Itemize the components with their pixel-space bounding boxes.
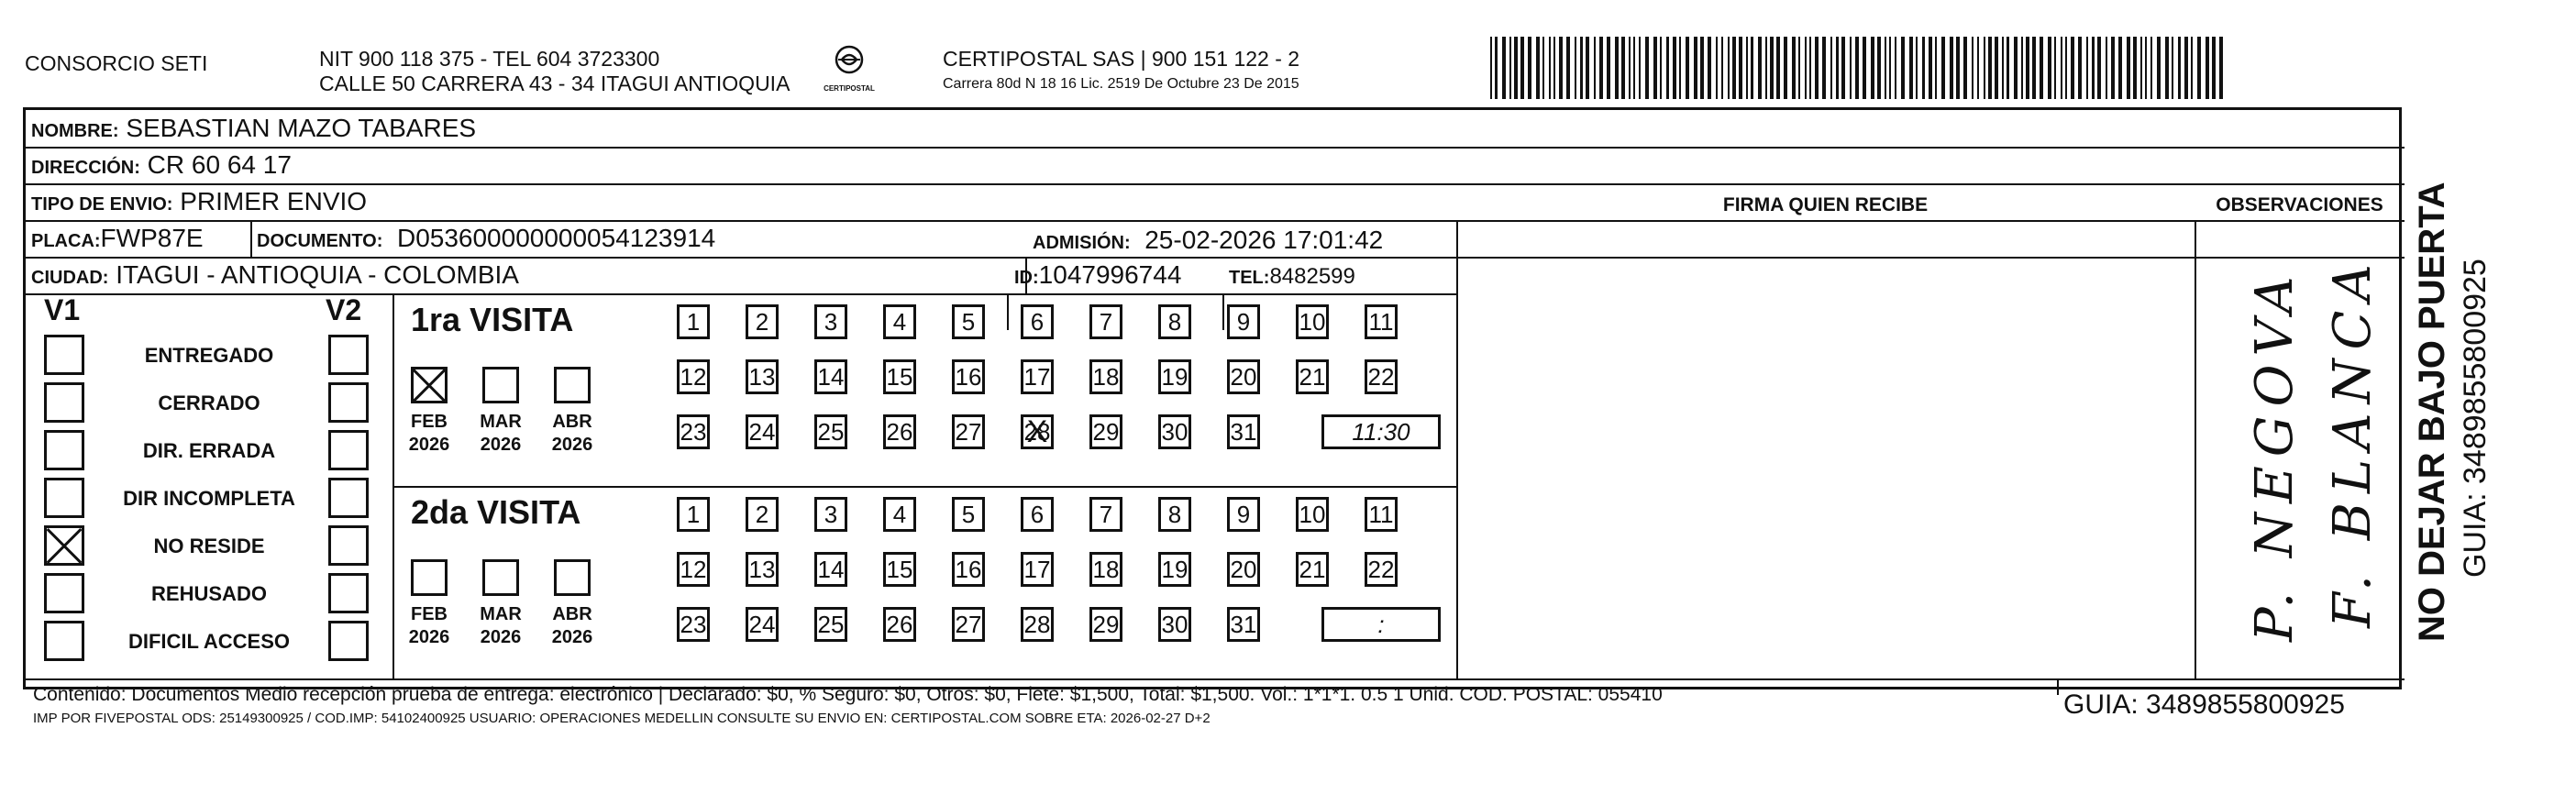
status-label-6: REHUSADO xyxy=(151,582,267,605)
barcode-bar xyxy=(1549,37,1551,99)
visit1-day-12[interactable]: 12 xyxy=(677,359,710,394)
barcode-bar xyxy=(2219,37,2223,99)
barcode-bar xyxy=(1758,37,1762,99)
footer-guia: GUIA: 3489855800925 xyxy=(2063,689,2345,720)
visit1-day-1[interactable]: 1 xyxy=(677,304,710,339)
footer-imp: IMP POR FIVEPOSTAL ODS: 25149300925 / COD.IMP: 54102400925 USUARIO: OPERACIONES MEDELLIN CONSULTE SU ENVIO EN: CERTIPOSTAL.COM SOBRE ETA: 2026-02-27 D+2 xyxy=(33,711,1211,726)
visit1-month-label-2: MAR xyxy=(480,412,522,432)
ciudad-row xyxy=(31,260,519,292)
placa-row xyxy=(31,224,204,256)
visit2-day-26[interactable]: 26 xyxy=(883,607,916,642)
barcode-bar xyxy=(1988,37,1992,99)
visit2-day-16[interactable]: 16 xyxy=(952,552,985,587)
barcode-bar xyxy=(1798,37,1800,99)
visit1-day-26[interactable]: 26 xyxy=(883,414,916,449)
barcode-bar xyxy=(1809,37,1811,99)
visit2-day-11[interactable]: 11 xyxy=(1365,497,1398,532)
barcode-bar xyxy=(2061,37,2062,99)
barcode-bar xyxy=(1830,37,1832,99)
barcode-bar xyxy=(2002,37,2004,99)
barcode-bar xyxy=(1732,37,1736,99)
barcode-bar xyxy=(1542,37,1544,99)
barcode-bar xyxy=(1514,37,1518,99)
visit1-month-label-1: FEB xyxy=(411,412,448,432)
visit2-day-27[interactable]: 27 xyxy=(952,607,985,642)
id-value: 1047996744 xyxy=(1038,260,1182,289)
barcode-bar xyxy=(1653,37,1657,99)
barcode-bar xyxy=(1815,37,1819,99)
visit2-day-24[interactable]: 24 xyxy=(746,607,779,642)
id-label: ID: xyxy=(1014,268,1039,288)
barcode-bar xyxy=(1495,37,1498,99)
visit1-day-22[interactable]: 22 xyxy=(1365,359,1398,394)
barcode-bar xyxy=(1621,37,1625,99)
barcode-bar xyxy=(2071,37,2074,99)
barcode-bar xyxy=(2165,37,2169,99)
status-label-3: DIR. ERRADA xyxy=(142,439,276,462)
nombre-label: NOMBRE: xyxy=(31,121,119,141)
visit2-day-10[interactable]: 10 xyxy=(1296,497,1329,532)
barcode-bar xyxy=(1863,37,1866,99)
barcode-bar xyxy=(1784,37,1787,99)
obs-label: OBSERVACIONES xyxy=(2216,194,2383,215)
visit1-title: 1ra VISITA xyxy=(411,301,574,338)
barcode-bar xyxy=(1765,37,1767,99)
barcode-bar xyxy=(1984,37,1985,99)
admision-row xyxy=(1033,226,1383,258)
visit2-month-checkbox-3[interactable] xyxy=(554,559,591,596)
barcode-bar xyxy=(2092,37,2095,99)
visit2-month-label-1: FEB xyxy=(411,604,448,624)
visit2-day-3[interactable]: 3 xyxy=(814,497,847,532)
visit1-day-21[interactable]: 21 xyxy=(1296,359,1329,394)
v1-checkbox-3[interactable] xyxy=(44,430,84,470)
barcode-bar xyxy=(1686,37,1689,99)
barcode-bar xyxy=(2007,37,2009,99)
visit2-day-8[interactable]: 8 xyxy=(1158,497,1191,532)
visit1-day-15[interactable]: 15 xyxy=(883,359,916,394)
visit1-day-28[interactable]: 28 X xyxy=(1021,414,1054,449)
barcode-bar xyxy=(1645,37,1649,99)
visit2-day-29[interactable]: 29 xyxy=(1089,607,1122,642)
logo-text: CERTIPOSTAL xyxy=(824,84,875,93)
status-label-4: DIR INCOMPLETA xyxy=(123,487,295,510)
visit1-day-16[interactable]: 16 xyxy=(952,359,985,394)
documento-value: D053600000000054123914 xyxy=(396,224,716,252)
barcode-bar xyxy=(1995,37,1998,99)
barcode xyxy=(1490,37,2224,99)
side-title: NO DEJAR BAJO PUERTA xyxy=(2412,182,2452,642)
barcode-bar xyxy=(1776,37,1780,99)
v2-label: V2 xyxy=(326,293,362,326)
barcode-bar xyxy=(2178,37,2181,99)
barcode-bar xyxy=(2140,37,2142,99)
obs-handwriting-2: F. BLANCA xyxy=(2323,255,2383,628)
barcode-bar xyxy=(2197,37,2201,99)
barcode-bar xyxy=(2026,37,2029,99)
barcode-bar xyxy=(1520,37,1524,99)
visit2-month-label-3: ABR xyxy=(552,604,592,624)
barcode-bar xyxy=(1841,37,1845,99)
visit1-day-19[interactable]: 19 xyxy=(1158,359,1191,394)
barcode-bar xyxy=(2086,37,2088,99)
visit1-year-label-3: 2026 xyxy=(551,435,593,455)
barcode-bar xyxy=(1792,37,1796,99)
admision-value: 25-02-2026 17:01:42 xyxy=(1144,226,1384,254)
v1-checkbox-1[interactable] xyxy=(44,335,84,375)
visit1-day-29[interactable]: 29 xyxy=(1089,414,1122,449)
visit1-day-7[interactable]: 7 xyxy=(1089,304,1122,339)
barcode-bar xyxy=(1751,37,1753,99)
barcode-bar xyxy=(2078,37,2082,99)
visit2-day-1[interactable]: 1 xyxy=(677,497,710,532)
barcode-bar xyxy=(2212,37,2216,99)
visit2-day-17[interactable]: 17 xyxy=(1021,552,1054,587)
visit2-day-5[interactable]: 5 xyxy=(952,497,985,532)
tel-label: TEL: xyxy=(1229,268,1270,288)
visit2-day-12[interactable]: 12 xyxy=(677,552,710,587)
barcode-bar xyxy=(1963,37,1967,99)
ciudad-value: ITAGUI - ANTIOQUIA - COLOMBIA xyxy=(116,260,519,289)
visit2-day-2[interactable]: 2 xyxy=(746,497,779,532)
barcode-bar xyxy=(2157,37,2161,99)
barcode-bar xyxy=(1490,37,1492,99)
visit1-month-checkbox-2[interactable] xyxy=(482,367,519,403)
barcode-bar xyxy=(1553,37,1555,99)
v2-checkbox-4[interactable] xyxy=(328,478,369,518)
barcode-bar xyxy=(1805,37,1807,99)
certipostal-line: CERTIPOSTAL SAS | 900 151 122 - 2 xyxy=(943,47,1300,71)
placa-value: FWP87E xyxy=(100,224,204,252)
barcode-bar xyxy=(1972,37,1973,99)
visit1-day-9[interactable]: 9 xyxy=(1227,304,1260,339)
barcode-bar xyxy=(2206,37,2209,99)
obs-handwriting-1: P. NEGOVA xyxy=(2245,267,2305,642)
visit2-year-label-1: 2026 xyxy=(408,627,450,647)
barcode-bar xyxy=(1615,37,1619,99)
barcode-bar xyxy=(2032,37,2036,99)
barcode-bar xyxy=(2145,37,2147,99)
barcode-bar xyxy=(1607,37,1610,99)
visit1-day-17[interactable]: 17 xyxy=(1021,359,1054,394)
barcode-bar xyxy=(1528,37,1531,99)
visit2-month-label-2: MAR xyxy=(480,604,522,624)
visit2-day-30[interactable]: 30 xyxy=(1158,607,1191,642)
tel-row xyxy=(1229,260,1355,292)
nit-line: NIT 900 118 375 - TEL 604 3723300 xyxy=(319,47,660,71)
visit1-day-20[interactable]: 20 xyxy=(1227,359,1260,394)
visit1-day-24[interactable]: 24 xyxy=(746,414,779,449)
barcode-bar xyxy=(1728,37,1730,99)
v2-checkbox-6[interactable] xyxy=(328,573,369,613)
admision-label: ADMISIÓN: xyxy=(1033,233,1131,253)
v1-checkbox-4[interactable] xyxy=(44,478,84,518)
barcode-bar xyxy=(2040,37,2043,99)
barcode-bar xyxy=(2191,37,2193,99)
barcode-bar xyxy=(1639,37,1641,99)
visit2-day-7[interactable]: 7 xyxy=(1089,497,1122,532)
barcode-bar xyxy=(1850,37,1852,99)
barcode-bar xyxy=(1536,37,1540,99)
barcode-bar xyxy=(1916,37,1918,99)
barcode-bar xyxy=(1929,37,1932,99)
visit2-day-19[interactable]: 19 xyxy=(1158,552,1191,587)
barcode-bar xyxy=(1922,37,1925,99)
barcode-bar xyxy=(2184,37,2188,99)
barcode-bar xyxy=(1941,37,1945,99)
tipo-row xyxy=(31,187,367,219)
barcode-bar xyxy=(1935,37,1937,99)
visit2-day-31[interactable]: 31 xyxy=(1227,607,1260,642)
barcode-bar xyxy=(1877,37,1881,99)
visit2-day-14[interactable]: 14 xyxy=(814,552,847,587)
visit2-day-6[interactable]: 6 xyxy=(1021,497,1054,532)
visit1-day-30[interactable]: 30 xyxy=(1158,414,1191,449)
barcode-bar xyxy=(1901,37,1905,99)
barcode-bar xyxy=(2054,37,2056,99)
v2-checkbox-2[interactable] xyxy=(328,382,369,423)
v2-checkbox-1[interactable] xyxy=(328,335,369,375)
status-label-1: ENTREGADO xyxy=(144,344,274,367)
delivery-form xyxy=(23,107,2402,726)
address-line: CALLE 50 CARRERA 43 - 34 ITAGUI ANTIOQUIA xyxy=(319,72,790,95)
barcode-bar xyxy=(1509,37,1511,99)
placa-label: PLACA: xyxy=(31,231,101,251)
visit1-day-27[interactable]: 27 xyxy=(952,414,985,449)
barcode-bar xyxy=(1739,37,1742,99)
nombre-row xyxy=(31,114,476,146)
company-name: CONSORCIO SETI xyxy=(25,51,208,75)
direccion-row xyxy=(31,150,292,182)
barcode-bar xyxy=(1666,37,1669,99)
barcode-bar xyxy=(1746,37,1748,99)
barcode-bar xyxy=(2106,37,2107,99)
visit2-day-15[interactable]: 15 xyxy=(883,552,916,587)
barcode-bar xyxy=(1871,37,1874,99)
v1-checkbox-2[interactable] xyxy=(44,382,84,423)
visit1-day-23[interactable]: 23 xyxy=(677,414,710,449)
barcode-bar xyxy=(1950,37,1953,99)
barcode-bar xyxy=(2133,37,2137,99)
barcode-bar xyxy=(2048,37,2051,99)
visit2-month-checkbox-2[interactable] xyxy=(482,559,519,596)
visit1-day-3[interactable]: 3 xyxy=(814,304,847,339)
visit2-year-label-2: 2026 xyxy=(480,627,522,647)
footer-contenido: Contenido: Documentos Medio recepción prueba de entrega: electrónico | Declarado: $0, % Seguro: $0, Otros: $0, Flete: $1,500, Total: $1,500. Vol.: 1*1*1. 0.5 1 Unid. COD. POSTAL: 055410 xyxy=(33,684,1663,705)
barcode-bar xyxy=(1895,37,1896,99)
visit1-year-label-1: 2026 xyxy=(408,435,450,455)
visit1-day-31[interactable]: 31 xyxy=(1227,414,1260,449)
visit1-day-25[interactable]: 25 xyxy=(814,414,847,449)
visit2-day-18[interactable]: 18 xyxy=(1089,552,1122,587)
visit2-day-25[interactable]: 25 xyxy=(814,607,847,642)
v1-checkbox-5[interactable] xyxy=(44,525,84,566)
visit2-year-label-3: 2026 xyxy=(551,627,593,647)
barcode-bar xyxy=(1660,37,1662,99)
barcode-bar xyxy=(1580,37,1583,99)
visit2-day-13[interactable]: 13 xyxy=(746,552,779,587)
barcode-bar xyxy=(1629,37,1631,99)
visit2-day-23[interactable]: 23 xyxy=(677,607,710,642)
v2-checkbox-7[interactable] xyxy=(328,621,369,661)
documento-label: DOCUMENTO: xyxy=(257,231,383,251)
visit2-day-21[interactable]: 21 xyxy=(1296,552,1329,587)
barcode-bar xyxy=(1977,37,1979,99)
logo-icon xyxy=(822,43,877,80)
barcode-bar xyxy=(1679,37,1681,99)
v2-checkbox-3[interactable] xyxy=(328,430,369,470)
certipostal-logo xyxy=(822,43,877,100)
visit1-day-14[interactable]: 14 xyxy=(814,359,847,394)
barcode-bar xyxy=(2127,37,2130,99)
barcode-bar xyxy=(1889,37,1891,99)
documento-row xyxy=(257,224,715,256)
direccion-value: CR 60 64 17 xyxy=(147,150,292,179)
barcode-bar xyxy=(1594,37,1596,99)
barcode-bar xyxy=(2014,37,2018,99)
direccion-label: DIRECCIÓN: xyxy=(31,158,140,178)
v1-label: V1 xyxy=(44,293,81,326)
barcode-bar xyxy=(1566,37,1570,99)
v1-checkbox-6[interactable] xyxy=(44,573,84,613)
visit1-day-8[interactable]: 8 xyxy=(1158,304,1191,339)
tipo-label: TIPO DE ENVIO: xyxy=(31,194,173,215)
barcode-bar xyxy=(1956,37,1960,99)
ciudad-label: CIUDAD: xyxy=(31,268,109,288)
visit1-day-4[interactable]: 4 xyxy=(883,304,916,339)
barcode-bar xyxy=(1885,37,1886,99)
visit2-day-4[interactable]: 4 xyxy=(883,497,916,532)
barcode-bar xyxy=(2111,37,2115,99)
visit2-title: 2da VISITA xyxy=(411,493,581,531)
barcode-bar xyxy=(1586,37,1589,99)
visit2-day-9[interactable]: 9 xyxy=(1227,497,1260,532)
barcode-bar xyxy=(1770,37,1774,99)
visit1-month-label-3: ABR xyxy=(552,412,592,432)
visit1-day-11[interactable]: 11 xyxy=(1365,304,1398,339)
barcode-bar xyxy=(1721,37,1723,99)
barcode-bar xyxy=(1909,37,1913,99)
visit2-day-22[interactable]: 22 xyxy=(1365,552,1398,587)
visit1-day-2[interactable]: 2 xyxy=(746,304,779,339)
barcode-bar xyxy=(2021,37,2023,99)
barcode-bar xyxy=(1700,37,1704,99)
barcode-bar xyxy=(2097,37,2101,99)
status-label-2: CERRADO xyxy=(158,391,260,414)
visit1-day-5[interactable]: 5 xyxy=(952,304,985,339)
status-label-7: DIFICIL ACCESO xyxy=(127,630,290,653)
id-row xyxy=(1014,260,1181,292)
barcode-bar xyxy=(1822,37,1826,99)
barcode-bar xyxy=(1502,37,1506,99)
barcode-bar xyxy=(2065,37,2067,99)
barcode-bar xyxy=(1694,37,1697,99)
visit1-year-label-2: 2026 xyxy=(480,435,522,455)
visit1-day-10[interactable]: 10 xyxy=(1296,304,1329,339)
visit1-month-checkbox-3[interactable] xyxy=(554,367,591,403)
barcode-bar xyxy=(2150,37,2152,99)
barcode-bar xyxy=(1708,37,1711,99)
visit1-day-18[interactable]: 18 xyxy=(1089,359,1122,394)
barcode-bar xyxy=(1575,37,1576,99)
license-line: Carrera 80d N 18 16 Lic. 2519 De Octubre 23 De 2015 xyxy=(943,76,1299,92)
barcode-bar xyxy=(1673,37,1676,99)
barcode-bar xyxy=(1633,37,1635,99)
v2-checkbox-5[interactable] xyxy=(328,525,369,566)
status-label-5: NO RESIDE xyxy=(153,535,265,557)
visit1-day-6[interactable]: 6 xyxy=(1021,304,1054,339)
visit2-day-20[interactable]: 20 xyxy=(1227,552,1260,587)
barcode-bar xyxy=(1855,37,1859,99)
visit2-month-checkbox-1[interactable] xyxy=(411,559,448,596)
v1-checkbox-7[interactable] xyxy=(44,621,84,661)
side-guia: GUIA: 3489855800925 xyxy=(2458,259,2493,578)
visit2-time-box[interactable]: : xyxy=(1321,607,1441,642)
barcode-bar xyxy=(1716,37,1718,99)
barcode-bar xyxy=(2172,37,2173,99)
nombre-value: SEBASTIAN MAZO TABARES xyxy=(126,114,477,142)
barcode-bar xyxy=(1599,37,1603,99)
barcode-bar xyxy=(1836,37,1839,99)
tel-value: 8482599 xyxy=(1269,264,1355,289)
tipo-value: PRIMER ENVIO xyxy=(180,187,368,215)
barcode-bar xyxy=(1559,37,1563,99)
barcode-bar xyxy=(2118,37,2122,99)
visit1-month-checkbox-1[interactable] xyxy=(411,367,448,403)
firma-label: FIRMA QUIEN RECIBE xyxy=(1722,194,1929,215)
visit2-day-28[interactable]: 28 xyxy=(1021,607,1054,642)
visit1-day-13[interactable]: 13 xyxy=(746,359,779,394)
visit1-time-box[interactable]: 11:30 xyxy=(1321,414,1441,449)
